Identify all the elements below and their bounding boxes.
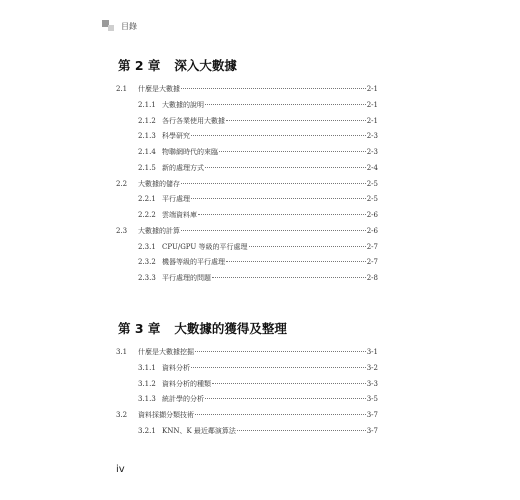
toc-entry[interactable] [116,271,378,287]
dot-leader [195,351,366,352]
dot-leader [195,414,366,415]
dot-leader [219,151,366,152]
toc-entry-number: 2.1.3 [138,132,156,141]
toc-entry-number: 2.3.3 [138,274,156,282]
toc-entry-number: 2.3.2 [138,258,156,267]
toc-entry[interactable] [116,224,378,240]
toc-entry-page: 3-7 [366,426,378,435]
toc-entry-number: 2.1.4 [138,148,156,156]
toc-entry-title: 科學研究 [162,132,190,141]
toc-entry-number: 2.3 [116,226,128,235]
toc-entry[interactable] [116,361,378,377]
toc-entry-page: 2-1 [366,116,378,125]
toc-entry[interactable] [116,345,378,361]
toc-entry-number: 3.1.1 [138,363,156,372]
toc-entry-number: 2.1.1 [138,100,156,109]
toc-entry-title: 大數據的說明 [162,100,204,109]
chapter-3-heading [118,319,287,337]
toc-entry-number: 3.1 [116,348,128,356]
dot-leader [226,120,366,121]
toc-entry-title: 資料分析的種類 [162,379,211,388]
toc-entry[interactable] [116,129,378,145]
toc-entry-number: 2.1.5 [138,163,156,172]
toc-entry-title: 大數據的儲存 [138,179,180,188]
toc-entry[interactable] [116,82,378,98]
dot-leader [191,367,366,368]
toc-entry-page: 3-3 [366,379,378,388]
toc-entry-number: 2.2.2 [138,211,156,219]
toc-entry-title: 資料分析 [162,363,190,372]
toc-entry[interactable] [116,177,378,193]
toc-entry-page: 3-2 [366,363,378,372]
toc-squares-icon [102,20,116,32]
toc-entry-title: 各行各業使用大數據 [162,116,225,125]
toc-entry-number: 2.2 [116,179,128,188]
chapter-title: 大數據的獲得及整理 [174,321,287,336]
toc-entry-number: 3.1.3 [138,395,156,404]
toc-entry[interactable] [116,408,378,424]
toc-entry-title: 機器等級的平行處理 [162,258,225,267]
toc-entry-title: 統計學的分析 [162,395,204,404]
toc-entry-page: 2-3 [366,148,378,156]
toc-entry-number: 3.2 [116,411,128,419]
dot-leader [191,198,366,199]
dot-leader [205,167,366,168]
chapter-number: 第 3 章 [118,321,161,336]
toc-entry[interactable] [116,377,378,393]
toc-entry-number: 2.3.1 [138,242,156,251]
toc-entry-title: 平行處理的問題 [162,274,211,282]
toc-entry-page: 2-3 [366,132,378,141]
toc-entry-page: 2-5 [366,195,378,204]
toc-entry[interactable] [116,255,378,271]
dot-leader [249,246,366,247]
toc-entry-title: 物聯網時代的來臨 [162,148,218,156]
dot-leader [205,398,366,399]
toc-entry-title: CPU/GPU 等級的平行處理 [162,242,248,251]
toc-entry-title: 新的處理方式 [162,163,204,172]
toc-entry-number: 2.1.2 [138,116,156,125]
toc-entry-page: 2-6 [366,211,378,219]
toc-entry-number: 2.2.1 [138,195,156,204]
page-header [102,20,137,32]
toc-entry-page: 2-7 [366,258,378,267]
toc-entry-page: 2-4 [366,163,378,172]
toc-entry-title: 大數據的計算 [138,226,180,235]
toc-entry[interactable] [116,392,378,408]
page-number: iv [116,464,125,475]
toc-entry-number: 3.2.1 [138,426,156,435]
toc-entry-title: KNN、K 最近鄰演算法 [162,426,236,435]
toc-entry-page: 3-1 [366,348,378,356]
toc-entry-title: 什麼是大數據挖掘 [138,348,194,356]
toc-entry[interactable] [116,208,378,224]
toc-entry[interactable] [116,114,378,130]
toc-entry-page: 3-7 [366,411,378,419]
toc-entry-number: 2.1 [116,85,128,93]
toc-entry-title: 平行處理 [162,195,190,204]
toc-entry-title: 雲端資料庫 [162,211,197,219]
toc-entry-page: 3-5 [366,395,378,404]
dot-leader [237,430,366,431]
chapter-number: 第 2 章 [118,58,161,73]
dot-leader [205,104,366,105]
toc-entry[interactable] [116,424,378,440]
header-label: 目錄 [121,21,137,31]
toc-entry-page: 2-7 [366,242,378,251]
toc-entry[interactable] [116,240,378,256]
dot-leader [191,135,366,136]
toc-entry-number: 3.1.2 [138,379,156,388]
toc-entry-page: 2-1 [366,100,378,109]
dot-leader [198,214,366,215]
toc-entry-title: 資料採擷分類技術 [138,411,194,419]
toc-entry[interactable] [116,98,378,114]
dot-leader [226,261,366,262]
dot-leader [181,230,366,231]
toc-entry[interactable] [116,161,378,177]
toc-entry-page: 2-1 [366,85,378,93]
toc-entry-page: 2-8 [366,274,378,282]
toc-entry-title: 什麼是大數據 [138,85,180,93]
dot-leader [181,183,366,184]
toc-entry-page: 2-5 [366,179,378,188]
toc-entry[interactable] [116,145,378,161]
dot-leader [212,277,366,278]
chapter-3-toc [116,345,378,440]
chapter-title: 深入大數據 [174,58,237,73]
dot-leader [212,383,366,384]
chapter-2-heading [118,56,237,74]
chapter-2-toc [116,82,378,287]
dot-leader [181,88,366,89]
toc-entry-page: 2-6 [366,226,378,235]
toc-entry[interactable] [116,192,378,208]
